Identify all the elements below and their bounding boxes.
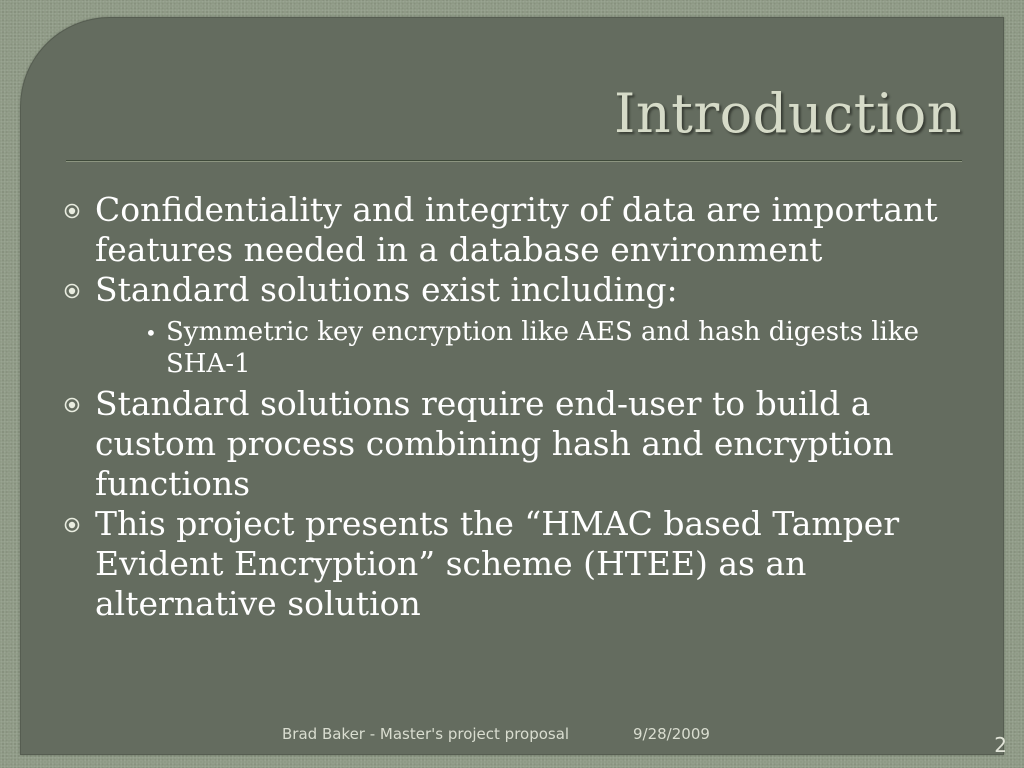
bullet-item [62, 190, 967, 270]
bullet-item [62, 270, 967, 380]
sub-bullet-list [95, 316, 967, 380]
footer-author: Brad Baker - Master's project proposal [282, 725, 570, 743]
bullet-text: Confidentiality and integrity of data are important features needed in a database environment [95, 190, 938, 269]
sub-bullet-item [95, 316, 967, 380]
dot-icon: • [145, 321, 157, 345]
bullet-text: Standard solutions exist including: [95, 270, 678, 309]
bullet-list [62, 190, 967, 624]
circled-dot-icon [64, 397, 80, 413]
sub-bullet-text: Symmetric key encryption like AES and hash digests like SHA-1 [166, 317, 919, 379]
circled-dot-icon [64, 517, 80, 533]
slide-title: Introduction [614, 82, 962, 145]
bullet-text: This project presents the “HMAC based Tamper Evident Encryption” scheme (HTEE) as an alternative solution [95, 504, 900, 623]
title-divider [66, 160, 962, 162]
bullet-item [62, 504, 967, 624]
footer-date: 9/28/2009 [633, 725, 710, 743]
page-number: 2 [994, 733, 1007, 757]
circled-dot-icon [64, 203, 80, 219]
circled-dot-icon [64, 283, 80, 299]
bullet-text: Standard solutions require end-user to build a custom process combining hash and encryption functions [95, 384, 894, 503]
bullet-item [62, 384, 967, 504]
